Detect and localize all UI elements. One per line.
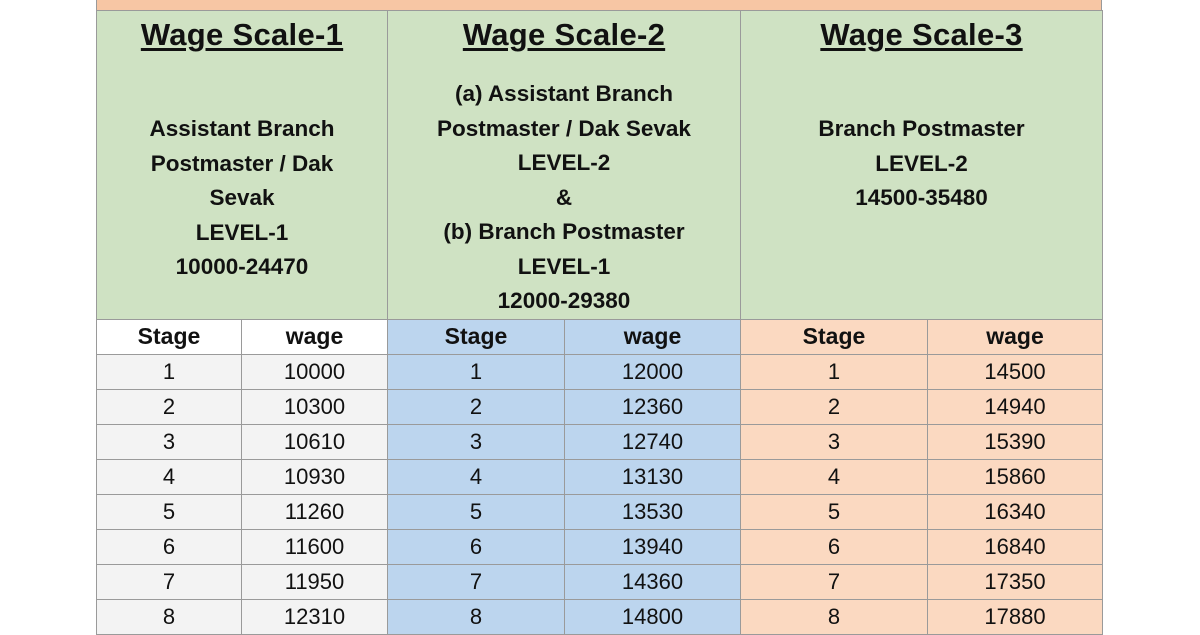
scale-2-wage: 12360 — [565, 389, 741, 424]
scale-3-stage-header: Stage — [741, 319, 928, 354]
scale-1-wage: 10000 — [242, 354, 388, 389]
wage-scale-table — [96, 10, 1103, 635]
scale-2-wage: 14360 — [565, 564, 741, 599]
scale-1-stage: 7 — [97, 564, 242, 599]
scale-2-wage: 13130 — [565, 459, 741, 494]
scale-2-wage: 13530 — [565, 494, 741, 529]
table-row — [97, 354, 1103, 389]
scale-3-wage: 16840 — [928, 529, 1103, 564]
scale-1-stage: 6 — [97, 529, 242, 564]
scale-3-description: Branch Postmaster LEVEL-2 14500-35480 — [818, 116, 1025, 210]
scale-1-wage: 10300 — [242, 389, 388, 424]
table-row — [97, 494, 1103, 529]
table-row — [97, 529, 1103, 564]
scale-3-wage: 15390 — [928, 424, 1103, 459]
scale-3-stage: 4 — [741, 459, 928, 494]
scale-3-wage: 15860 — [928, 459, 1103, 494]
scale-3-wage: 16340 — [928, 494, 1103, 529]
scale-2-stage: 8 — [388, 599, 565, 634]
scale-1-stage-header: Stage — [97, 319, 242, 354]
scale-header-row — [97, 11, 1103, 320]
wage-scale-document — [96, 0, 1102, 630]
scale-3-header — [741, 11, 1103, 320]
scale-3-stage: 1 — [741, 354, 928, 389]
scale-3-wage: 14940 — [928, 389, 1103, 424]
scale-1-wage-header: wage — [242, 319, 388, 354]
table-row — [97, 599, 1103, 634]
scale-2-stage-header: Stage — [388, 319, 565, 354]
scale-1-stage: 8 — [97, 599, 242, 634]
scale-3-stage: 8 — [741, 599, 928, 634]
scale-1-wage: 11600 — [242, 529, 388, 564]
scale-2-stage: 1 — [388, 354, 565, 389]
scale-2-title: Wage Scale-2 — [462, 17, 666, 52]
scale-1-wage: 11950 — [242, 564, 388, 599]
scale-2-stage: 5 — [388, 494, 565, 529]
scale-3-stage: 5 — [741, 494, 928, 529]
scale-1-description: Assistant Branch Postmaster / Dak Sevak LEVEL-1 10000-24470 — [149, 116, 335, 279]
scale-2-description: (a) Assistant Branch Postmaster / Dak Sevak LEVEL-2 & (b) Branch Postmaster LEVEL-1 12000-29380 — [437, 81, 691, 313]
scale-1-header — [97, 11, 388, 320]
scale-3-wage: 17880 — [928, 599, 1103, 634]
scale-1-stage: 2 — [97, 389, 242, 424]
scale-2-stage: 2 — [388, 389, 565, 424]
scale-3-wage: 14500 — [928, 354, 1103, 389]
scale-1-wage: 10610 — [242, 424, 388, 459]
scale-2-wage: 12000 — [565, 354, 741, 389]
scale-2-header — [388, 11, 741, 320]
scale-3-title: Wage Scale-3 — [820, 17, 1023, 52]
scale-2-stage: 4 — [388, 459, 565, 494]
scale-3-stage: 3 — [741, 424, 928, 459]
scale-1-wage: 10930 — [242, 459, 388, 494]
scale-3-stage: 7 — [741, 564, 928, 599]
scale-1-stage: 3 — [97, 424, 242, 459]
scale-2-wage-header: wage — [565, 319, 741, 354]
scale-1-title: Wage Scale-1 — [140, 17, 344, 52]
table-row — [97, 424, 1103, 459]
scale-2-wage: 13940 — [565, 529, 741, 564]
table-row — [97, 564, 1103, 599]
scale-3-stage: 6 — [741, 529, 928, 564]
scale-1-stage: 5 — [97, 494, 242, 529]
scale-1-wage: 12310 — [242, 599, 388, 634]
scale-2-wage: 14800 — [565, 599, 741, 634]
scale-2-stage: 3 — [388, 424, 565, 459]
scale-3-stage: 2 — [741, 389, 928, 424]
column-header-row — [97, 319, 1103, 354]
scale-3-wage: 17350 — [928, 564, 1103, 599]
scale-2-stage: 6 — [388, 529, 565, 564]
scale-1-stage: 1 — [97, 354, 242, 389]
table-row — [97, 389, 1103, 424]
scale-1-stage: 4 — [97, 459, 242, 494]
scale-3-wage-header: wage — [928, 319, 1103, 354]
scale-2-stage: 7 — [388, 564, 565, 599]
table-row — [97, 459, 1103, 494]
scale-2-wage: 12740 — [565, 424, 741, 459]
scale-1-wage: 11260 — [242, 494, 388, 529]
